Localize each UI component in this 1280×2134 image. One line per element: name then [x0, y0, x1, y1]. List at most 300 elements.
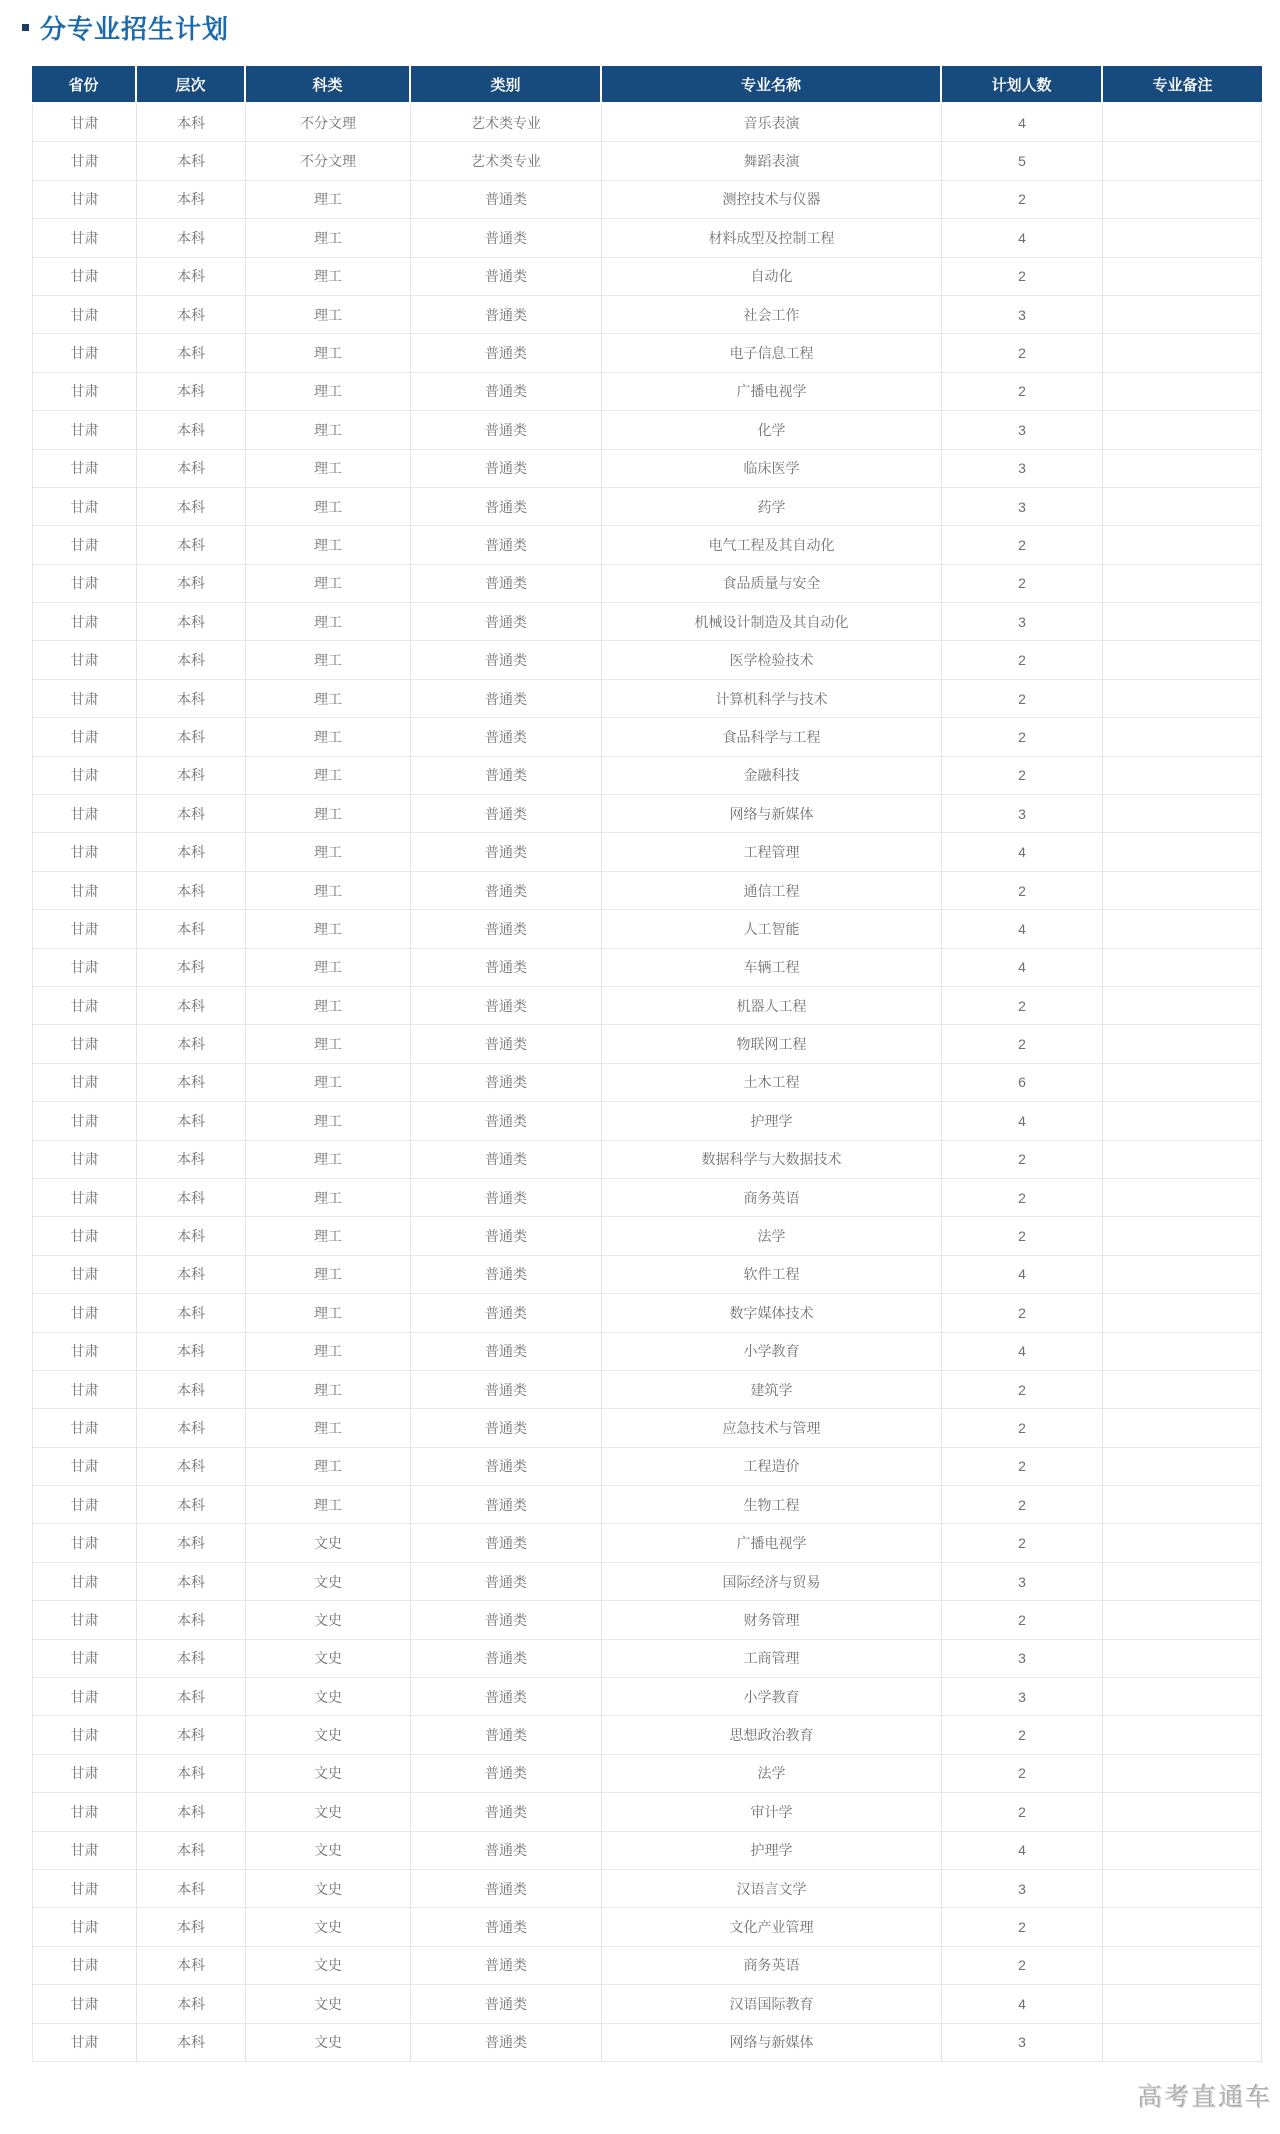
- table-cell-province: 甘肃: [32, 1640, 137, 1678]
- table-row: [32, 910, 1262, 948]
- table-cell-category: 普通类: [411, 1601, 602, 1639]
- table-cell-major-name: 工程管理: [602, 833, 942, 871]
- table-cell-level: 本科: [137, 680, 246, 718]
- table-cell-major-name: 生物工程: [602, 1486, 942, 1524]
- table-cell-province: 甘肃: [32, 258, 137, 296]
- table-row: [32, 1409, 1262, 1447]
- column-header-major-name: 专业名称: [602, 66, 942, 104]
- table-cell-province: 甘肃: [32, 795, 137, 833]
- table-cell-province: 甘肃: [32, 1524, 137, 1562]
- table-cell-level: 本科: [137, 2024, 246, 2062]
- table-cell-level: 本科: [137, 1793, 246, 1831]
- table-cell-level: 本科: [137, 949, 246, 987]
- table-cell-category: 普通类: [411, 1064, 602, 1102]
- table-cell-planned-count: 2: [942, 373, 1103, 411]
- table-cell-category: 普通类: [411, 1179, 602, 1217]
- table-cell-planned-count: 2: [942, 1601, 1103, 1639]
- table-cell-planned-count: 6: [942, 1064, 1103, 1102]
- table-cell-province: 甘肃: [32, 1793, 137, 1831]
- table-cell-major-name: 汉语国际教育: [602, 1985, 942, 2023]
- table-cell-province: 甘肃: [32, 641, 137, 679]
- table-cell-level: 本科: [137, 1716, 246, 1754]
- table-row: [32, 1832, 1262, 1870]
- table-cell-planned-count: 4: [942, 1985, 1103, 2023]
- table-cell-major-name: 机械设计制造及其自动化: [602, 603, 942, 641]
- table-row: [32, 142, 1262, 180]
- table-cell-major-name: 网络与新媒体: [602, 2024, 942, 2062]
- table-cell-major-name: 临床医学: [602, 450, 942, 488]
- table-cell-province: 甘肃: [32, 373, 137, 411]
- table-row: [32, 1524, 1262, 1562]
- table-cell-major-name: 审计学: [602, 1793, 942, 1831]
- table-row: [32, 1716, 1262, 1754]
- table-row: [32, 795, 1262, 833]
- table-row: [32, 1217, 1262, 1255]
- table-cell-major-name: 工商管理: [602, 1640, 942, 1678]
- table-cell-category: 普通类: [411, 1025, 602, 1063]
- table-cell-level: 本科: [137, 872, 246, 910]
- table-cell-level: 本科: [137, 1448, 246, 1486]
- table-cell-planned-count: 3: [942, 795, 1103, 833]
- table-cell-category: 普通类: [411, 910, 602, 948]
- table-cell-province: 甘肃: [32, 2024, 137, 2062]
- table-cell-subject-type: 文史: [246, 1640, 411, 1678]
- table-cell-level: 本科: [137, 641, 246, 679]
- table-cell-category: 普通类: [411, 872, 602, 910]
- table-cell-major-name: 人工智能: [602, 910, 942, 948]
- table-cell-major-name: 商务英语: [602, 1947, 942, 1985]
- table-cell-planned-count: 2: [942, 1025, 1103, 1063]
- table-cell-planned-count: 2: [942, 872, 1103, 910]
- table-cell-remark: [1103, 373, 1262, 411]
- table-cell-planned-count: 2: [942, 1294, 1103, 1332]
- table-cell-major-name: 财务管理: [602, 1601, 942, 1639]
- table-cell-planned-count: 2: [942, 1141, 1103, 1179]
- table-row: [32, 949, 1262, 987]
- table-row: [32, 987, 1262, 1025]
- table-cell-remark: [1103, 910, 1262, 948]
- table-cell-remark: [1103, 1870, 1262, 1908]
- table-cell-category: 普通类: [411, 526, 602, 564]
- table-cell-planned-count: 2: [942, 565, 1103, 603]
- table-cell-planned-count: 2: [942, 526, 1103, 564]
- table-cell-province: 甘肃: [32, 411, 137, 449]
- table-cell-major-name: 小学教育: [602, 1678, 942, 1716]
- table-cell-province: 甘肃: [32, 1333, 137, 1371]
- table-cell-level: 本科: [137, 104, 246, 142]
- table-cell-planned-count: 4: [942, 104, 1103, 142]
- table-cell-planned-count: 3: [942, 450, 1103, 488]
- table-cell-province: 甘肃: [32, 1025, 137, 1063]
- table-cell-category: 普通类: [411, 1141, 602, 1179]
- table-row: [32, 373, 1262, 411]
- table-cell-planned-count: 2: [942, 1716, 1103, 1754]
- table-cell-planned-count: 2: [942, 1217, 1103, 1255]
- table-cell-subject-type: 不分文理: [246, 142, 411, 180]
- table-cell-major-name: 国际经济与贸易: [602, 1563, 942, 1601]
- table-cell-subject-type: 文史: [246, 1832, 411, 1870]
- table-cell-remark: [1103, 641, 1262, 679]
- table-cell-remark: [1103, 1716, 1262, 1754]
- table-cell-level: 本科: [137, 411, 246, 449]
- table-cell-subject-type: 理工: [246, 373, 411, 411]
- table-cell-subject-type: 理工: [246, 1179, 411, 1217]
- table-cell-level: 本科: [137, 1409, 246, 1447]
- table-cell-remark: [1103, 1755, 1262, 1793]
- table-cell-major-name: 舞蹈表演: [602, 142, 942, 180]
- table-cell-planned-count: 2: [942, 1371, 1103, 1409]
- table-cell-remark: [1103, 1102, 1262, 1140]
- table-cell-level: 本科: [137, 795, 246, 833]
- table-cell-planned-count: 4: [942, 1333, 1103, 1371]
- table-cell-province: 甘肃: [32, 1102, 137, 1140]
- table-cell-province: 甘肃: [32, 1256, 137, 1294]
- table-cell-province: 甘肃: [32, 1908, 137, 1946]
- table-row: [32, 411, 1262, 449]
- table-cell-subject-type: 理工: [246, 1448, 411, 1486]
- table-cell-planned-count: 3: [942, 1563, 1103, 1601]
- table-cell-category: 普通类: [411, 2024, 602, 2062]
- table-cell-category: 普通类: [411, 795, 602, 833]
- table-cell-province: 甘肃: [32, 142, 137, 180]
- table-cell-major-name: 金融科技: [602, 757, 942, 795]
- table-cell-remark: [1103, 488, 1262, 526]
- table-cell-level: 本科: [137, 565, 246, 603]
- table-cell-subject-type: 理工: [246, 565, 411, 603]
- table-cell-planned-count: 2: [942, 1486, 1103, 1524]
- table-cell-subject-type: 理工: [246, 1409, 411, 1447]
- table-cell-major-name: 文化产业管理: [602, 1908, 942, 1946]
- table-cell-level: 本科: [137, 1064, 246, 1102]
- table-cell-level: 本科: [137, 1832, 246, 1870]
- table-row: [32, 1755, 1262, 1793]
- table-cell-planned-count: 4: [942, 219, 1103, 257]
- table-cell-planned-count: 2: [942, 1908, 1103, 1946]
- table-cell-subject-type: 理工: [246, 488, 411, 526]
- column-header-province: 省份: [32, 66, 137, 104]
- table-cell-major-name: 软件工程: [602, 1256, 942, 1294]
- table-row: [32, 334, 1262, 372]
- table-cell-remark: [1103, 1025, 1262, 1063]
- table-row: [32, 526, 1262, 564]
- table-cell-category: 普通类: [411, 258, 602, 296]
- table-cell-remark: [1103, 1256, 1262, 1294]
- table-cell-remark: [1103, 680, 1262, 718]
- table-cell-subject-type: 理工: [246, 219, 411, 257]
- table-cell-category: 普通类: [411, 1908, 602, 1946]
- table-cell-level: 本科: [137, 526, 246, 564]
- table-cell-remark: [1103, 1371, 1262, 1409]
- table-cell-planned-count: 2: [942, 1524, 1103, 1562]
- table-cell-province: 甘肃: [32, 488, 137, 526]
- table-cell-planned-count: 2: [942, 718, 1103, 756]
- column-header-level: 层次: [137, 66, 246, 104]
- table-cell-level: 本科: [137, 1294, 246, 1332]
- table-row: [32, 757, 1262, 795]
- table-cell-subject-type: 文史: [246, 1755, 411, 1793]
- table-cell-remark: [1103, 296, 1262, 334]
- table-cell-major-name: 法学: [602, 1755, 942, 1793]
- table-cell-subject-type: 文史: [246, 1563, 411, 1601]
- table-cell-province: 甘肃: [32, 718, 137, 756]
- table-cell-level: 本科: [137, 718, 246, 756]
- table-row: [32, 872, 1262, 910]
- table-cell-province: 甘肃: [32, 219, 137, 257]
- table-cell-province: 甘肃: [32, 1486, 137, 1524]
- table-cell-major-name: 思想政治教育: [602, 1716, 942, 1754]
- table-cell-planned-count: 3: [942, 603, 1103, 641]
- table-cell-remark: [1103, 1333, 1262, 1371]
- table-cell-subject-type: 理工: [246, 1294, 411, 1332]
- table-cell-level: 本科: [137, 1947, 246, 1985]
- table-cell-category: 普通类: [411, 1333, 602, 1371]
- table-cell-category: 普通类: [411, 181, 602, 219]
- table-cell-subject-type: 理工: [246, 910, 411, 948]
- table-cell-subject-type: 理工: [246, 1486, 411, 1524]
- table-cell-level: 本科: [137, 296, 246, 334]
- table-cell-level: 本科: [137, 1985, 246, 2023]
- table-cell-province: 甘肃: [32, 1832, 137, 1870]
- table-cell-remark: [1103, 1908, 1262, 1946]
- table-cell-planned-count: 2: [942, 181, 1103, 219]
- table-cell-major-name: 医学检验技术: [602, 641, 942, 679]
- table-cell-province: 甘肃: [32, 334, 137, 372]
- table-cell-province: 甘肃: [32, 526, 137, 564]
- table-cell-level: 本科: [137, 258, 246, 296]
- table-cell-subject-type: 理工: [246, 1141, 411, 1179]
- table-cell-level: 本科: [137, 181, 246, 219]
- table-cell-province: 甘肃: [32, 987, 137, 1025]
- table-cell-province: 甘肃: [32, 757, 137, 795]
- table-row: [32, 1294, 1262, 1332]
- table-cell-province: 甘肃: [32, 1985, 137, 2023]
- table-header: [32, 66, 1262, 104]
- page-title: 分专业招生计划: [40, 13, 230, 44]
- table-cell-major-name: 自动化: [602, 258, 942, 296]
- table-cell-category: 普通类: [411, 757, 602, 795]
- table-cell-remark: [1103, 718, 1262, 756]
- enrollment-plan-table-wrap: [32, 66, 1262, 2062]
- table-cell-planned-count: 2: [942, 334, 1103, 372]
- table-row: [32, 1793, 1262, 1831]
- table-cell-planned-count: 4: [942, 1102, 1103, 1140]
- table-cell-category: 普通类: [411, 219, 602, 257]
- table-cell-remark: [1103, 1793, 1262, 1831]
- table-cell-planned-count: 2: [942, 987, 1103, 1025]
- table-cell-remark: [1103, 1678, 1262, 1716]
- column-header-remark: 专业备注: [1103, 66, 1262, 104]
- table-cell-subject-type: 理工: [246, 1256, 411, 1294]
- table-cell-level: 本科: [137, 1524, 246, 1562]
- table-cell-remark: [1103, 1985, 1262, 2023]
- table-row: [32, 1947, 1262, 1985]
- table-cell-province: 甘肃: [32, 1563, 137, 1601]
- table-cell-category: 普通类: [411, 987, 602, 1025]
- table-cell-level: 本科: [137, 1486, 246, 1524]
- table-cell-subject-type: 理工: [246, 334, 411, 372]
- table-cell-province: 甘肃: [32, 565, 137, 603]
- table-cell-remark: [1103, 987, 1262, 1025]
- table-cell-planned-count: 2: [942, 641, 1103, 679]
- watermark-text: 高考直通车: [1138, 2084, 1274, 2112]
- table-cell-planned-count: 4: [942, 833, 1103, 871]
- table-cell-level: 本科: [137, 603, 246, 641]
- table-cell-planned-count: 4: [942, 1832, 1103, 1870]
- table-cell-level: 本科: [137, 1102, 246, 1140]
- table-row: [32, 833, 1262, 871]
- table-row: [32, 1985, 1262, 2023]
- table-cell-province: 甘肃: [32, 949, 137, 987]
- table-cell-subject-type: 理工: [246, 1025, 411, 1063]
- table-row: [32, 1640, 1262, 1678]
- table-cell-major-name: 材料成型及控制工程: [602, 219, 942, 257]
- table-cell-subject-type: 文史: [246, 1524, 411, 1562]
- table-cell-category: 普通类: [411, 1486, 602, 1524]
- table-cell-category: 普通类: [411, 1755, 602, 1793]
- table-cell-remark: [1103, 450, 1262, 488]
- table-row: [32, 641, 1262, 679]
- table-cell-planned-count: 5: [942, 142, 1103, 180]
- table-cell-major-name: 工程造价: [602, 1448, 942, 1486]
- table-cell-major-name: 测控技术与仪器: [602, 181, 942, 219]
- table-cell-subject-type: 理工: [246, 718, 411, 756]
- table-cell-category: 普通类: [411, 411, 602, 449]
- table-cell-level: 本科: [137, 1371, 246, 1409]
- table-cell-level: 本科: [137, 488, 246, 526]
- table-row: [32, 1333, 1262, 1371]
- table-cell-category: 普通类: [411, 949, 602, 987]
- table-row: [32, 1371, 1262, 1409]
- table-cell-major-name: 电子信息工程: [602, 334, 942, 372]
- table-cell-major-name: 建筑学: [602, 1371, 942, 1409]
- table-cell-province: 甘肃: [32, 872, 137, 910]
- table-cell-remark: [1103, 795, 1262, 833]
- table-cell-level: 本科: [137, 1333, 246, 1371]
- table-cell-level: 本科: [137, 1870, 246, 1908]
- table-cell-planned-count: 3: [942, 1870, 1103, 1908]
- table-cell-planned-count: 4: [942, 1256, 1103, 1294]
- table-cell-province: 甘肃: [32, 1179, 137, 1217]
- table-cell-level: 本科: [137, 987, 246, 1025]
- table-row: [32, 1141, 1262, 1179]
- table-cell-major-name: 数字媒体技术: [602, 1294, 942, 1332]
- table-cell-province: 甘肃: [32, 1678, 137, 1716]
- table-cell-subject-type: 文史: [246, 1947, 411, 1985]
- table-cell-category: 普通类: [411, 1678, 602, 1716]
- table-cell-level: 本科: [137, 1908, 246, 1946]
- bullet-square-icon: [22, 24, 29, 31]
- table-cell-major-name: 通信工程: [602, 872, 942, 910]
- table-cell-remark: [1103, 1947, 1262, 1985]
- column-header-category: 类别: [411, 66, 602, 104]
- table-cell-category: 普通类: [411, 1716, 602, 1754]
- table-cell-major-name: 社会工作: [602, 296, 942, 334]
- table-header-row: [32, 66, 1262, 104]
- table-cell-planned-count: 2: [942, 1947, 1103, 1985]
- table-cell-province: 甘肃: [32, 1601, 137, 1639]
- table-cell-major-name: 化学: [602, 411, 942, 449]
- table-cell-category: 普通类: [411, 1524, 602, 1562]
- table-cell-category: 普通类: [411, 296, 602, 334]
- table-cell-province: 甘肃: [32, 296, 137, 334]
- table-cell-remark: [1103, 872, 1262, 910]
- table-cell-category: 普通类: [411, 1294, 602, 1332]
- table-cell-major-name: 计算机科学与技术: [602, 680, 942, 718]
- table-cell-planned-count: 2: [942, 680, 1103, 718]
- table-cell-level: 本科: [137, 757, 246, 795]
- table-cell-level: 本科: [137, 1179, 246, 1217]
- table-row: [32, 1448, 1262, 1486]
- table-cell-major-name: 网络与新媒体: [602, 795, 942, 833]
- column-header-subject-type: 科类: [246, 66, 411, 104]
- table-cell-province: 甘肃: [32, 181, 137, 219]
- table-row: [32, 1102, 1262, 1140]
- table-cell-planned-count: 3: [942, 1640, 1103, 1678]
- table-cell-category: 普通类: [411, 450, 602, 488]
- table-row: [32, 450, 1262, 488]
- table-cell-subject-type: 文史: [246, 1716, 411, 1754]
- table-cell-remark: [1103, 1524, 1262, 1562]
- table-cell-province: 甘肃: [32, 104, 137, 142]
- table-row: [32, 603, 1262, 641]
- table-cell-province: 甘肃: [32, 1448, 137, 1486]
- table-cell-category: 普通类: [411, 1256, 602, 1294]
- table-cell-remark: [1103, 1832, 1262, 1870]
- table-cell-subject-type: 理工: [246, 1217, 411, 1255]
- table-cell-category: 普通类: [411, 641, 602, 679]
- table-cell-remark: [1103, 1064, 1262, 1102]
- table-cell-subject-type: 理工: [246, 872, 411, 910]
- table-cell-major-name: 音乐表演: [602, 104, 942, 142]
- table-cell-level: 本科: [137, 1601, 246, 1639]
- table-cell-category: 普通类: [411, 1870, 602, 1908]
- table-row: [32, 219, 1262, 257]
- table-cell-major-name: 护理学: [602, 1832, 942, 1870]
- table-cell-remark: [1103, 833, 1262, 871]
- table-row: [32, 104, 1262, 142]
- table-cell-level: 本科: [137, 373, 246, 411]
- table-cell-subject-type: 理工: [246, 1371, 411, 1409]
- table-cell-subject-type: 理工: [246, 603, 411, 641]
- table-cell-category: 普通类: [411, 1947, 602, 1985]
- table-cell-planned-count: 2: [942, 1409, 1103, 1447]
- table-cell-remark: [1103, 142, 1262, 180]
- table-cell-category: 普通类: [411, 1985, 602, 2023]
- table-cell-province: 甘肃: [32, 1716, 137, 1754]
- table-cell-major-name: 护理学: [602, 1102, 942, 1140]
- table-cell-subject-type: 理工: [246, 757, 411, 795]
- table-cell-remark: [1103, 1294, 1262, 1332]
- table-cell-category: 普通类: [411, 718, 602, 756]
- table-cell-remark: [1103, 104, 1262, 142]
- table-cell-category: 普通类: [411, 1832, 602, 1870]
- table-cell-subject-type: 理工: [246, 258, 411, 296]
- table-cell-planned-count: 3: [942, 296, 1103, 334]
- table-row: [32, 181, 1262, 219]
- table-cell-subject-type: 理工: [246, 795, 411, 833]
- table-row: [32, 680, 1262, 718]
- table-row: [32, 1179, 1262, 1217]
- table-cell-major-name: 广播电视学: [602, 1524, 942, 1562]
- table-row: [32, 1678, 1262, 1716]
- table-cell-level: 本科: [137, 142, 246, 180]
- table-cell-subject-type: 文史: [246, 1601, 411, 1639]
- table-cell-planned-count: 2: [942, 1755, 1103, 1793]
- table-cell-subject-type: 理工: [246, 949, 411, 987]
- table-cell-subject-type: 理工: [246, 450, 411, 488]
- table-cell-province: 甘肃: [32, 1371, 137, 1409]
- table-cell-remark: [1103, 258, 1262, 296]
